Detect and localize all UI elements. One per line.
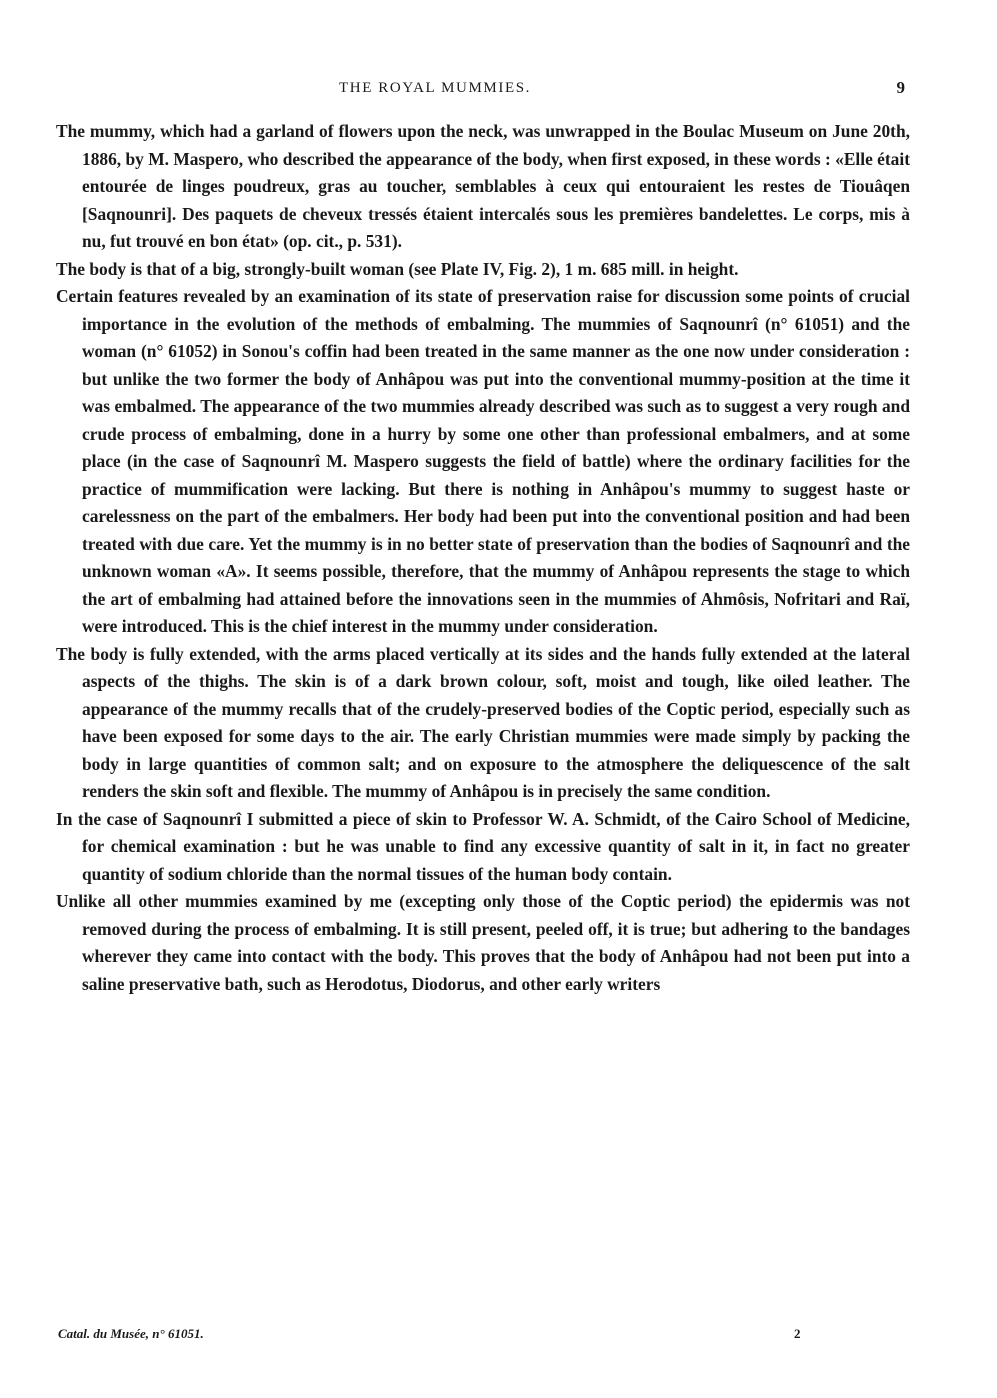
paragraph: The mummy, which had a garland of flowers upon the neck, was unwrapped in the Boulac Museum on June 20th, 1886, by M. Maspero, who described the appearance of the body, when first exposed, in these words : «Elle était entourée de linges poudreux, gras au toucher, semblables à ceux qui entouraient les restes de Tiouâqen [Saqnounri]. Des paquets de cheveux tressés étaient intercalés sous les premières bandelettes. Le corps, mis à nu, fut trouvé en bon état» (op. cit., p. 531).: [56, 121, 910, 251]
page-footer: [58, 1326, 908, 1348]
paragraph: Unlike all other mummies examined by me (excepting only those of the Coptic period) the epidermis was not removed during the process of embalming. It is still present, peeled off, it is true; but adhering to the bandages wherever they came into contact with the body. This proves that the body of Anhâpou had not been put into a saline preservative bath, such as Herodotus, Diodorus, and other early writers: [56, 891, 910, 994]
page-number: 9: [896, 78, 905, 97]
running-head: [0, 78, 997, 102]
paragraph: In the case of Saqnounrî I submitted a piece of skin to Professor W. A. Schmidt, of the Cairo School of Medicine, for chemical examination : but he was unable to find any excessive quantity of salt in it, in fact no greater quantity of sodium chloride than the normal tissues of the human body contain.: [56, 808, 910, 884]
signature-mark: 2: [794, 1326, 801, 1341]
paragraph: The body is fully extended, with the arms placed vertically at its sides and the hands fully extended at the lateral aspects of the thighs. The skin is of a dark brown colour, soft, moist and tough, like oiled leather. The appearance of the mummy recalls that of the crudely-preserved bodies of the Coptic period, especially such as have been exposed for some days to the air. The early Christian mummies were made simply by packing the body in large quantities of common salt; and on exposure to the atmosphere the deliquescence of the salt renders the skin soft and flexible. The mummy of Anhâpou is in precisely the same condition.: [56, 643, 910, 801]
running-title: THE ROYAL MUMMIES.: [339, 80, 531, 96]
footnote: Catal. du Musée, n° 61051.: [58, 1326, 204, 1341]
body-text: [56, 118, 910, 998]
paragraph: The body is that of a big, strongly-built woman (see Plate IV, Fig. 2), 1 m. 685 mill. in height.: [56, 258, 739, 279]
paragraph: Certain features revealed by an examination of its state of preservation raise for discussion some points of crucial importance in the evolution of the methods of embalming. The mummies of Saqnounrî (n° 61051) and the woman (n° 61052) in Sonou's coffin had been treated in the same manner as the one now under consideration : but unlike the two former the body of Anhâpou was put into the conventional mummy-position at the time it was embalmed. The appearance of the two mummies already described was such as to suggest a very rough and crude process of embalming, done in a hurry by some one other than professional embalmers, and at some place (in the case of Saqnounrî M. Maspero suggests the field of battle) where the ordinary facilities for the practice of mummification were lacking. But there is nothing in Anhâpou's mummy to suggest haste or carelessness on the part of the embalmers. Her body had been put into the conventional position and had been treated with due care. Yet the mummy is in no better state of preservation than the bodies of Saqnounrî and the unknown woman «A». It seems possible, therefore, that the mummy of Anhâpou represents the stage to which the art of embalming had attained before the innovations seen in the mummies of Ahmôsis, Nofritari and Raï, were introduced. This is the chief interest in the mummy under consideration.: [56, 286, 910, 636]
